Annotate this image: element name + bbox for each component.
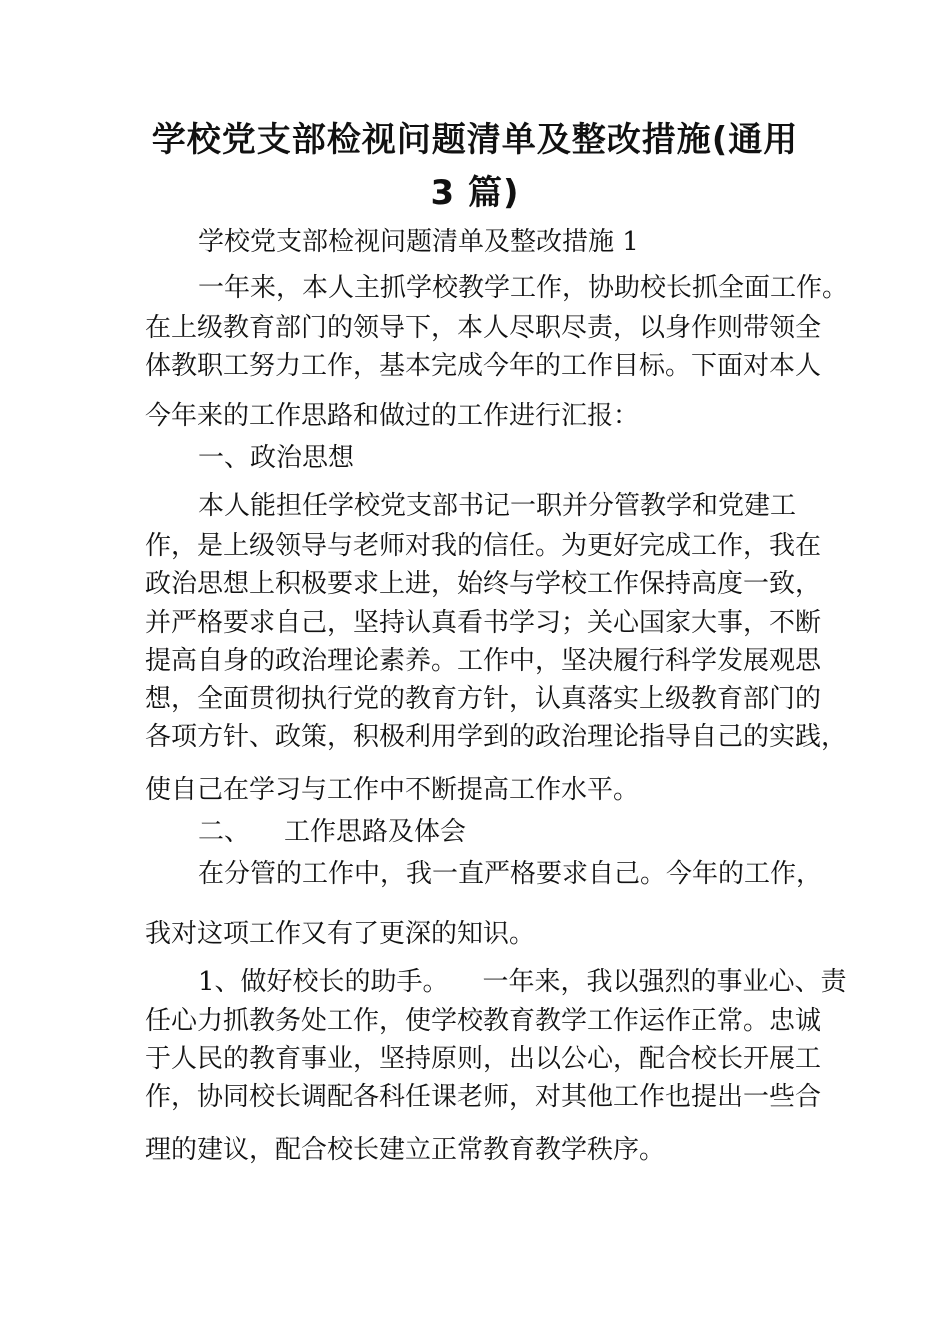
intro-line-2: 在上级教育部门的领导下，本人尽职尽责，以身作则带领全 <box>145 313 822 343</box>
document-subtitle: 学校党支部检视问题清单及整改措施 1 <box>198 227 639 257</box>
section-1-line-1: 本人能担任学校党支部书记一职并分管教学和党建工 <box>198 491 797 521</box>
document-title-line-1: 学校党支部检视问题清单及整改措施(通用 <box>151 120 799 160</box>
section-2-heading-number: 二、 <box>198 817 251 847</box>
section-1-line-8: 使自己在学习与工作中不断提高工作水平。 <box>145 775 640 805</box>
intro-line-4: 今年来的工作思路和做过的工作进行汇报： <box>145 401 640 431</box>
section-1-line-4: 并严格要求自己，坚持认真看书学习；关心国家大事，不断 <box>145 608 822 638</box>
intro-line-1: 一年来，本人主抓学校教学工作，协助校长抓全面工作。 <box>198 273 849 303</box>
section-1-line-5: 提高自身的政治理论素养。工作中，坚决履行科学发展观思 <box>145 646 822 676</box>
section-1-line-2: 作，是上级领导与老师对我的信任。为更好完成工作，我在 <box>145 531 822 561</box>
item-1-first-text: 一年来，我以强烈的事业心、责 <box>482 967 847 997</box>
section-1-line-7: 各项方针、政策，积极利用学到的政治理论指导自己的实践， <box>145 722 848 752</box>
section-2-heading-text: 工作思路及体会 <box>284 817 467 847</box>
section-2-line-2: 我对这项工作又有了更深的知识。 <box>145 919 536 949</box>
section-1-line-6: 想，全面贯彻执行党的教育方针，认真落实上级教育部门的 <box>145 684 822 714</box>
section-1-heading: 一、政治思想 <box>198 443 355 473</box>
item-1-line-4: 作，协同校长调配各科任课老师，对其他工作也提出一些合 <box>145 1082 822 1112</box>
intro-line-3: 体教职工努力工作，基本完成今年的工作目标。下面对本人 <box>145 351 822 381</box>
item-1-line-5: 理的建议，配合校长建立正常教育教学秩序。 <box>145 1135 666 1165</box>
item-1-line-1 <box>198 966 847 998</box>
document-title-line-2: 3 篇) <box>430 173 520 213</box>
item-1-line-2: 任心力抓教务处工作，使学校教育教学工作运作正常。忠诚 <box>145 1006 822 1036</box>
section-2-heading <box>198 816 466 848</box>
section-2-line-1: 在分管的工作中，我一直严格要求自己。今年的工作， <box>198 859 823 889</box>
section-1-line-3: 政治思想上积极要求上进，始终与学校工作保持高度一致， <box>145 569 822 599</box>
item-1-line-3: 于人民的教育事业，坚持原则，出以公心，配合校长开展工 <box>145 1044 822 1074</box>
item-1-label: 1、做好校长的助手。 <box>198 967 449 997</box>
